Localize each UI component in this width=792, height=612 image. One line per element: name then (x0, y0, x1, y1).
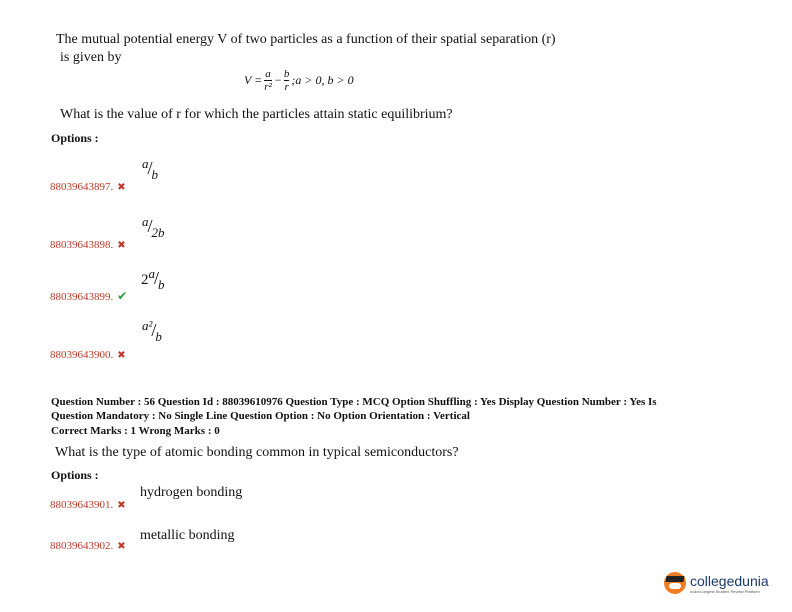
q55-text-line2: is given by (60, 50, 122, 65)
q56-option-2[interactable] (50, 536, 126, 554)
q55-option-4-math: $^{a^2}/_b$ (142, 318, 162, 344)
q55-option-1[interactable] (50, 177, 126, 195)
option-id: 88039643897. (50, 181, 114, 193)
q55-question: What is the value of r for which the particles attain static equilibrium? (60, 107, 453, 122)
q56-meta-line2: Question Mandatory : No Single Line Question Option : No Option Orientation : Vertical (51, 410, 470, 422)
option-id: 88039643901. (50, 499, 114, 511)
q55-option-3[interactable] (50, 287, 127, 305)
math-numerator: a (142, 214, 149, 229)
q56-question: What is the type of atomic bonding common in typical semiconductors? (55, 445, 459, 460)
q55-option-2-math: $^a/_{2b}$ (142, 214, 165, 240)
math-denominator: 2b (151, 225, 165, 240)
frac2-numerator: b (283, 68, 290, 80)
q56-option-1-text: hydrogen bonding (140, 485, 243, 500)
option-id: 88039643898. (50, 239, 114, 251)
formula-minus: − (273, 73, 282, 87)
q56-option-1[interactable] (50, 495, 126, 513)
math-denominator: b (158, 277, 165, 292)
q56-meta-line3: Correct Marks : 1 Wrong Marks : 0 (51, 425, 220, 437)
math-coefficient: 2 (141, 272, 149, 288)
q55-option-1-math: $^a/_b$ (142, 156, 159, 182)
q55-option-3-math: $2^a/_b$ (141, 266, 165, 292)
math-numerator: a² (142, 318, 153, 333)
option-id: 88039643902. (50, 540, 114, 552)
math-numerator: a (148, 266, 155, 281)
formula-lhs: V = (244, 73, 263, 87)
q56-meta-line1: Question Number : 56 Question Id : 88039610976 Question Type : MCQ Option Shuffling : Yes Display Question Number : Yes Is (51, 396, 657, 408)
q55-option-4[interactable] (50, 345, 126, 363)
brand-tagline: India's largest Student Review Platform (690, 588, 760, 594)
wrong-icon: ✖ (117, 240, 126, 251)
q55-text-line1: The mutual potential energy V of two particles as a function of their spatial separation (r) (56, 32, 556, 47)
q55-option-2[interactable] (50, 235, 126, 253)
formula-frac2 (284, 68, 290, 93)
wrong-icon: ✖ (117, 541, 126, 552)
brand-name: collegedunia (690, 572, 769, 589)
q56-option-2-text: metallic bonding (140, 528, 235, 543)
wrong-icon: ✖ (117, 182, 126, 193)
checkmark-icon: ✔ (117, 289, 128, 303)
wrong-icon: ✖ (117, 500, 126, 511)
collegedunia-logo (664, 572, 769, 594)
option-id: 88039643899. (50, 291, 114, 303)
graduation-cap-icon (664, 572, 686, 594)
math-denominator: b (151, 167, 159, 182)
wrong-icon: ✖ (117, 350, 126, 361)
formula-condition: ;a > 0, b > 0 (291, 73, 354, 87)
q56-options-label: Options : (51, 468, 99, 482)
formula-frac1 (264, 68, 272, 93)
frac1-denominator: r² (264, 81, 272, 93)
frac2-denominator: r (284, 81, 289, 93)
energy-formula (244, 68, 354, 93)
math-numerator: a (142, 156, 149, 171)
option-id: 88039643900. (50, 349, 114, 361)
q55-options-label: Options : (51, 131, 99, 145)
frac1-numerator: a (265, 68, 271, 80)
math-denominator: b (155, 329, 162, 344)
